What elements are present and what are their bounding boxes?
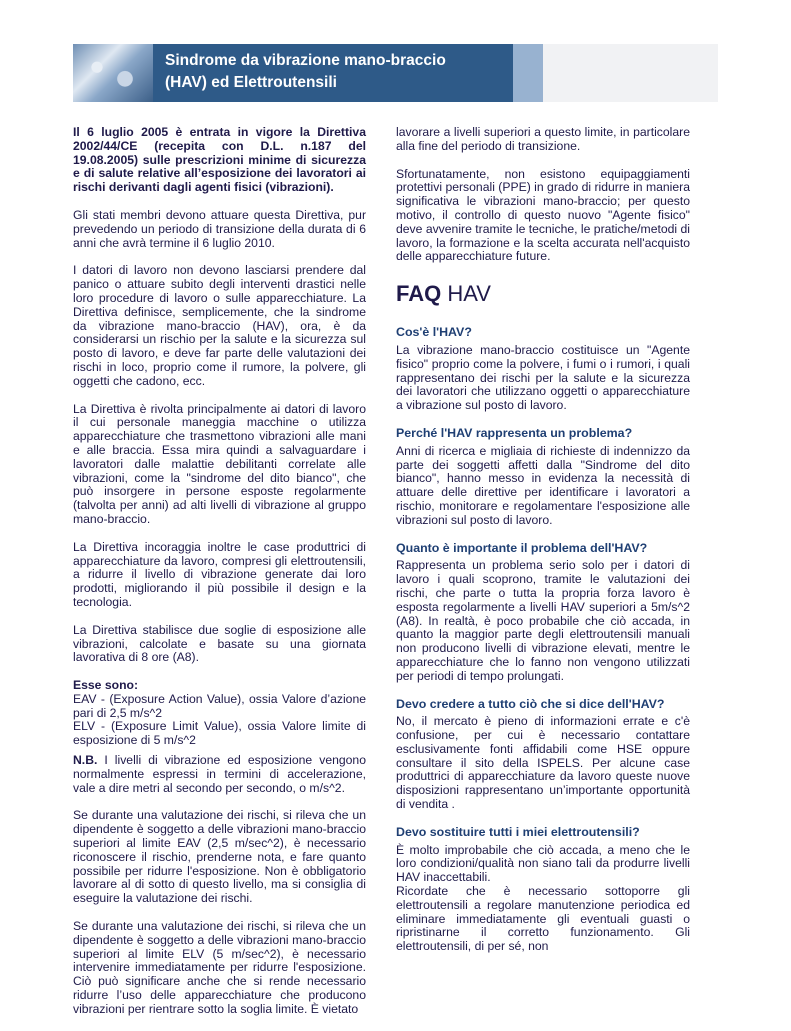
nb-label: N.B. [73, 753, 98, 768]
paragraph: La Direttiva incoraggia inoltre le case produttrici di apparecchiature da lavoro, compresi gli elettroutensili, a ridurre il livello di vibrazione generate dai loro prodotti, migliorando il più possibile il design e la tecnologia. [73, 539, 366, 609]
header-banner [73, 44, 513, 102]
nb-text: I livelli di vibrazione ed esposizione vengono normalmente espressi in termini di accelerazione, vale a dire metri al secondo per secondo, o m/s^2. [73, 753, 366, 795]
paragraph: La Direttiva stabilisce due soglie di esposizione alle vibrazioni, calcolate e basate su una giornata lavorativa di 8 ore (A8). [73, 622, 366, 665]
right-column [396, 126, 690, 968]
intro-paragraph: Il 6 luglio 2005 è entrata in vigore la Direttiva 2002/44/CE (recepita con D.L. n.187 del 19.08.2005) sulle prescrizioni minime di sicurezza e di salute relative all’esposizione dei lavoratori ai rischi derivanti dagli agenti fisici (vibrazioni). [73, 125, 366, 195]
nb-note [73, 754, 366, 795]
faq-answer: Ricordate che è necessario sottoporre gli elettroutensili a regolare manutenzione periodica ed eliminare immediatamente gli eventuali guasti o ripristinarne il corretto funzionamento. Gli elettroutensili, di per sé, non [396, 884, 690, 954]
paragraph: La Direttiva è rivolta principalmente ai datori di lavoro il cui personale maneggia macchine o utilizza apparecchiature che trasmettono vibrazioni alle mani e alle braccia. Essa mira quindi a salvaguardare i lavoratori dalle malattie debilitanti correlate alle vibrazioni, come la "sindrome del dito bianco", che può insorgere in persone esposte regolarmente (talvolta per anni) ad alti livelli di vibrazione al gruppo mano-braccio. [73, 401, 366, 526]
faq-rest: HAV [441, 281, 491, 307]
faq-question: Perché l'HAV rappresenta un problema? [396, 425, 633, 440]
title-line-2: (HAV) ed Elettroutensili [165, 74, 337, 91]
paragraph: lavorare a livelli superiori a questo limite, in particolare alla fine del periodo di transizione. [396, 125, 690, 153]
eav-item: EAV - (Exposure Action Value), ossia Valore d’azione pari di 2,5 m/s^2 [73, 691, 366, 720]
faq-question: Quanto è importante il problema dell'HAV? [396, 540, 648, 555]
paragraph: Se durante una valutazione dei rischi, si rileva che un dipendente è soggetto a delle vibrazioni mano-braccio superiori al limite EAV (2,5 m/sec^2), è necessario riconoscere il rischio, prenderne nota, e fare quanto possibile per ridurre l'esposizione. Non è obbligatorio lavorare al di sotto di questo livello, ma si consiglia di eseguire la valutazione dei rischi. [73, 808, 366, 906]
title-line-1: Sindrome da vibrazione mano-braccio [165, 52, 446, 69]
faq-answer: Anni di ricerca e migliaia di richieste di indennizzo da parte dei soggetti affetti dalla "Sindrome del dito bianco", hanno messo in evidenza la necessità di attuare delle direttive per identificare i lavoratori a rischio, monitorare e regolamentare l'esposizione alle vibrazioni sul posto di lavoro. [396, 443, 690, 527]
header-photo [73, 44, 153, 102]
paragraph: I datori di lavoro non devono lasciarsi prendere dal panico o attuare subito degli interventi drastici nelle loro procedure di lavoro o sulle apparecchiature. La Direttiva definisce, semplicemente, che la sindrome da vibrazione mano-braccio (HAV), ora, è da considerarsi un rischio per la salute e la sicurezza sul posto di lavoro, e deve far parte delle valutazioni dei rischi in loco, proprio come il rumore, la polvere, gli oggetti che cadono, ecc. [73, 263, 366, 388]
header-accent [513, 44, 543, 102]
faq-answer: No, il mercato è pieno di informazioni errate e c'è confusione, per cui è necessario contattare esclusivamente fonti affidabili come HSE oppure consultare il sito della ISPELS. Per alcune case produttrici di apparecchiature da lavoro queste nuove disposizioni rappresentano un’importante opportunità di vendita . [396, 714, 690, 812]
faq-question: Devo credere a tutto ciò che si dice dell'HAV? [396, 696, 665, 711]
paragraph: Se durante una valutazione dei rischi, si rileva che un dipendente è soggetto a delle vibrazioni mano-braccio superiori al limite ELV (5 m/sec^2), è necessario intervenire immediatamente per ridurre l'esposizione. Ciò può significare anche che si rende necessario ridurre l’uso delle apparecchiature che producono vibrazioni per rientrare sotto la soglia limite. È vietato [73, 919, 366, 1016]
faq-answer: È molto improbabile che ciò accada, a meno che le loro condizioni/qualità non siano tali da produrre livelli HAV inaccettabili. [396, 842, 690, 885]
left-column [73, 126, 366, 1031]
paragraph: Sfortunatamente, non esistono equipaggiamenti protettivi personali (PPE) in grado di ridurre in maniera significativa le vibrazioni mano-braccio; per questo motivo, il controllo di questo nuovo "Agente fisico" deve avvenire tramite le tecniche, le pratiche/metodi di lavoro, la formazione e la scelta accurata nell'acquisto delle apparecchiature future. [396, 166, 691, 264]
header-band [543, 44, 718, 102]
faq-heading [396, 282, 690, 306]
faq-bold: FAQ [396, 281, 442, 307]
faq-question: Devo sostituire tutti i miei elettroutensili? [396, 824, 640, 839]
thresholds-heading: Esse sono: [73, 678, 139, 693]
elv-item: ELV - (Exposure Limit Value), ossia Valore limite di esposizione di 5 m/s^2 [73, 719, 366, 748]
faq-question: Cos'è l'HAV? [396, 325, 472, 340]
faq-answer: Rappresenta un problema serio solo per i datori di lavoro i quali scoprono, tramite le valutazioni dei rischi, che parte o tutta la propria forza lavoro è esposta regolarmente a livelli HAV superiori a 5m/s^2 (A8). In realtà, è poco probabile che ciò accada, in quanto la maggior parte degli elettroutensili manuali non producono livelli di vibrazione elevati, mentre le apparecchiature che lo fanno non vengono utilizzati per periodi di tempo prolungati. [396, 558, 690, 683]
paragraph: Gli stati membri devono attuare questa Direttiva, pur prevedendo un periodo di transizione della durata di 6 anni che avrà termine il 6 luglio 2010. [73, 207, 366, 250]
page-title [165, 50, 446, 94]
faq-answer: La vibrazione mano-braccio costituisce un "Agente fisico" proprio come la polvere, i fumi o i rumori, i quali rappresentano dei rischi per la salute e la sicurezza dei lavoratori che utilizzano oggetti o apparecchiature a vibrazione sul posto di lavoro. [396, 342, 690, 413]
